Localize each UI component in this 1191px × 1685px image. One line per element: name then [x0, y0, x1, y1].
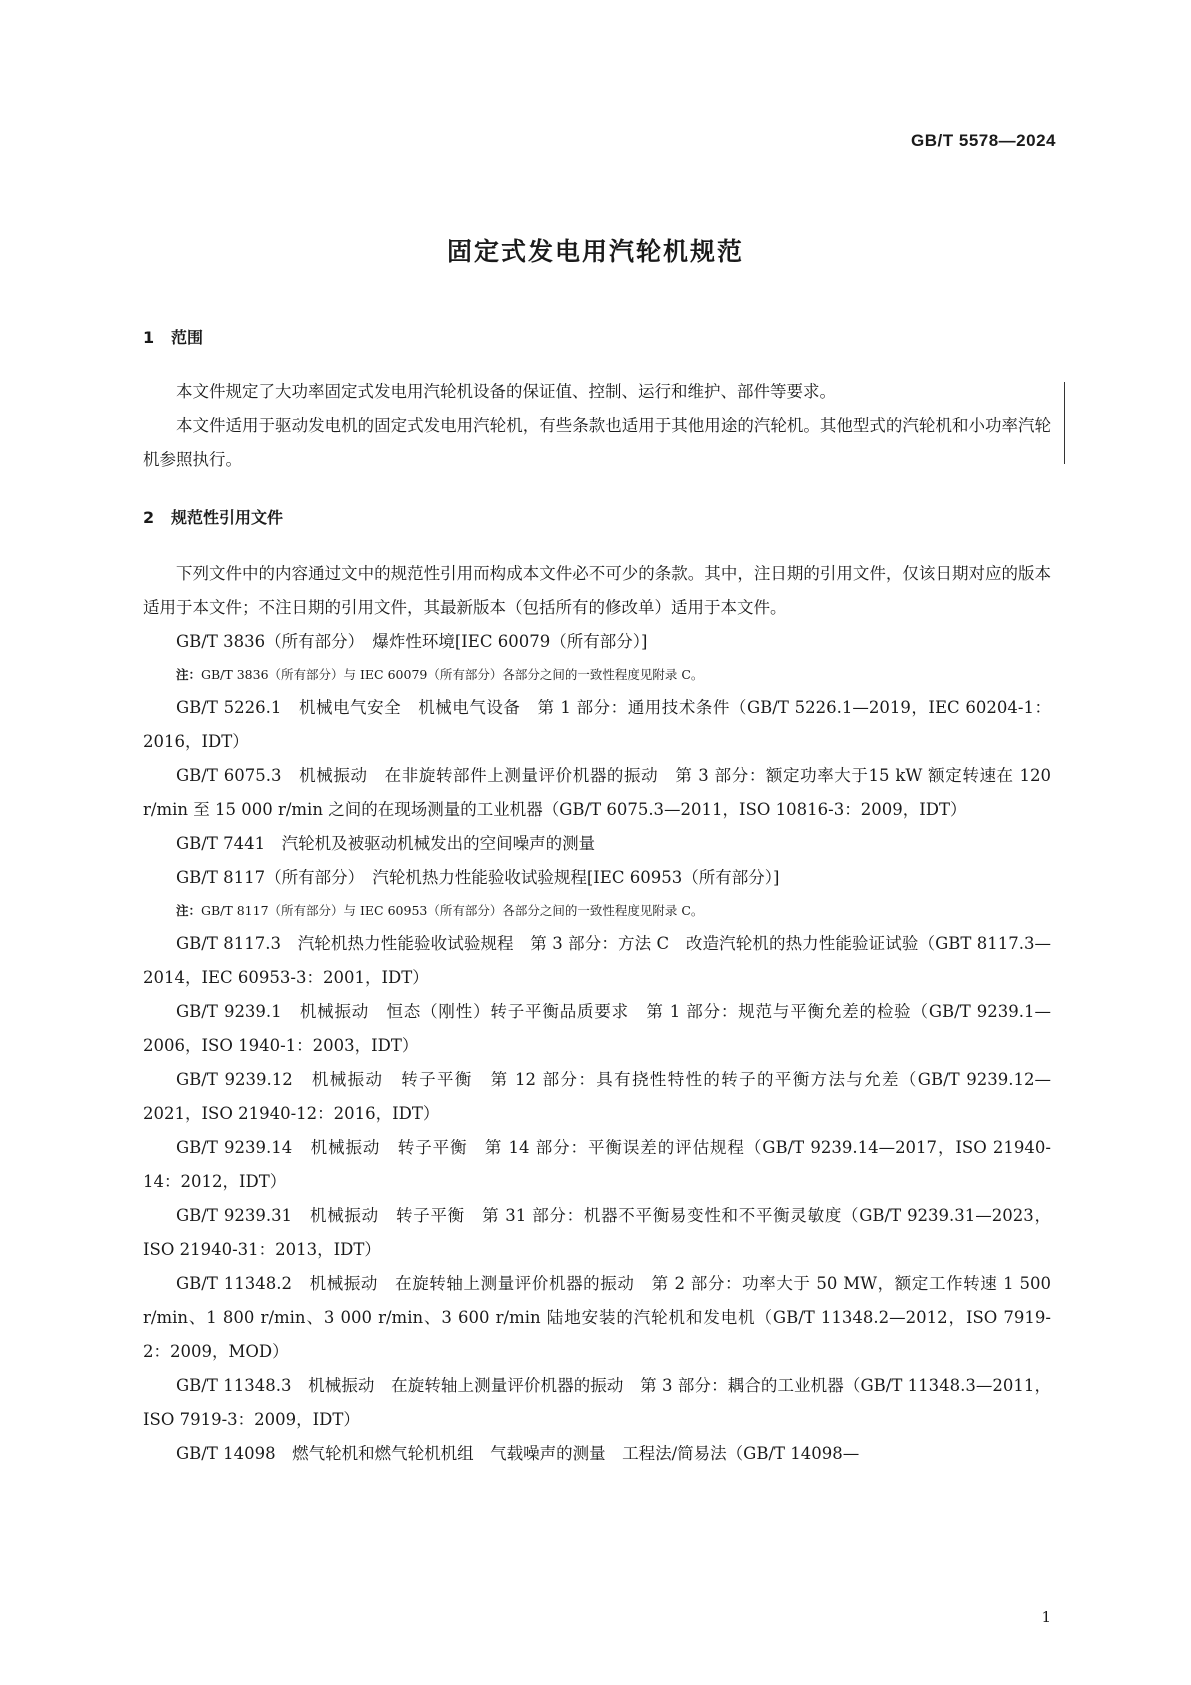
reference-entry: GB/T 7441 汽轮机及被驱动机械发出的空间噪声的测量	[176, 834, 596, 853]
reference-entry: GB/T 8117（所有部分） 汽轮机热力性能验收试验规程[IEC 60953（所有部分）]	[176, 868, 780, 887]
section-1-heading	[143, 325, 203, 348]
standard-code: GB/T 5578—2024	[911, 131, 1056, 150]
page-number: 1	[1041, 1608, 1051, 1626]
reference-note	[143, 895, 1051, 927]
section-2-intro: 下列文件中的内容通过文中的规范性引用而构成本文件必不可少的条款。其中，注日期的引用文件，仅该日期对应的版本适用于本文件；不注日期的引用文件，其最新版本（包括所有的修改单）适用于本文件。	[143, 564, 1051, 617]
change-bar	[1064, 382, 1065, 464]
section-2-number: 2	[143, 508, 155, 527]
reference-entry: GB/T 9239.31 机械振动 转子平衡 第 31 部分：机器不平衡易变性和不平衡灵敏度（GB/T 9239.31—2023，ISO 21940-31：2013，IDT）	[143, 1206, 1051, 1259]
section-1-title: 范围	[171, 328, 204, 347]
document-title: 固定式发电用汽轮机规范	[446, 237, 744, 266]
section-1-body	[143, 375, 1051, 477]
section-1-number: 1	[143, 328, 155, 347]
section-1-paragraph: 本文件适用于驱动发电机的固定式发电用汽轮机，有些条款也适用于其他用途的汽轮机。其他型式的汽轮机和小功率汽轮机参照执行。	[143, 416, 1051, 469]
reference-entry: GB/T 11348.2 机械振动 在旋转轴上测量评价机器的振动 第 2 部分：功率大于 50 MW，额定工作转速 1 500 r/min、1 800 r/min、3 000 r/min、3 600 r/min 陆地安装的汽轮机和发电机（GB/T 11348.2—2012，ISO 7919-2：2009，MOD）	[143, 1274, 1051, 1361]
reference-entry: GB/T 9239.12 机械振动 转子平衡 第 12 部分：具有挠性特性的转子的平衡方法与允差（GB/T 9239.12—2021，ISO 21940-12：2016，IDT）	[143, 1070, 1051, 1123]
section-2-title: 规范性引用文件	[171, 508, 284, 527]
section-1-paragraph: 本文件规定了大功率固定式发电用汽轮机设备的保证值、控制、运行和维护、部件等要求。	[176, 382, 836, 401]
section-2-heading	[143, 505, 283, 528]
note-label: 注：	[176, 903, 202, 918]
reference-entry: GB/T 6075.3 机械振动 在非旋转部件上测量评价机器的振动 第 3 部分：额定功率大于15 kW 额定转速在 120 r/min 至 15 000 r/min 之间的在现场测量的工业机器（GB/T 6075.3—2011，ISO 10816-3：2009，IDT）	[143, 766, 1051, 819]
reference-entry: GB/T 9239.1 机械振动 恒态（刚性）转子平衡品质要求 第 1 部分：规范与平衡允差的检验（GB/T 9239.1—2006，ISO 1940-1：2003，IDT）	[143, 1002, 1051, 1055]
note-text: GB/T 8117（所有部分）与 IEC 60953（所有部分）各部分之间的一致性程度见附录 C。	[201, 903, 704, 918]
reference-list	[143, 625, 1051, 1471]
section-2-body	[143, 557, 1051, 1471]
reference-entry: GB/T 5226.1 机械电气安全 机械电气设备 第 1 部分：通用技术条件（GB/T 5226.1—2019，IEC 60204-1：2016，IDT）	[143, 698, 1051, 751]
note-label: 注：	[176, 667, 202, 682]
note-text: GB/T 3836（所有部分）与 IEC 60079（所有部分）各部分之间的一致性程度见附录 C。	[201, 667, 704, 682]
reference-entry: GB/T 9239.14 机械振动 转子平衡 第 14 部分：平衡误差的评估规程（GB/T 9239.14—2017，ISO 21940-14：2012，IDT）	[143, 1138, 1051, 1191]
reference-entry: GB/T 8117.3 汽轮机热力性能验收试验规程 第 3 部分：方法 C 改造汽轮机的热力性能验证试验（GBT 8117.3—2014，IEC 60953-3：2001，IDT）	[143, 934, 1051, 987]
reference-entry: GB/T 3836（所有部分） 爆炸性环境[IEC 60079（所有部分）]	[176, 632, 648, 651]
reference-entry: GB/T 14098 燃气轮机和燃气轮机机组 气载噪声的测量 工程法/简易法（GB/T 14098—	[176, 1444, 860, 1463]
reference-note	[143, 659, 1051, 691]
reference-entry: GB/T 11348.3 机械振动 在旋转轴上测量评价机器的振动 第 3 部分：耦合的工业机器（GB/T 11348.3—2011，ISO 7919-3：2009，IDT）	[143, 1376, 1051, 1429]
